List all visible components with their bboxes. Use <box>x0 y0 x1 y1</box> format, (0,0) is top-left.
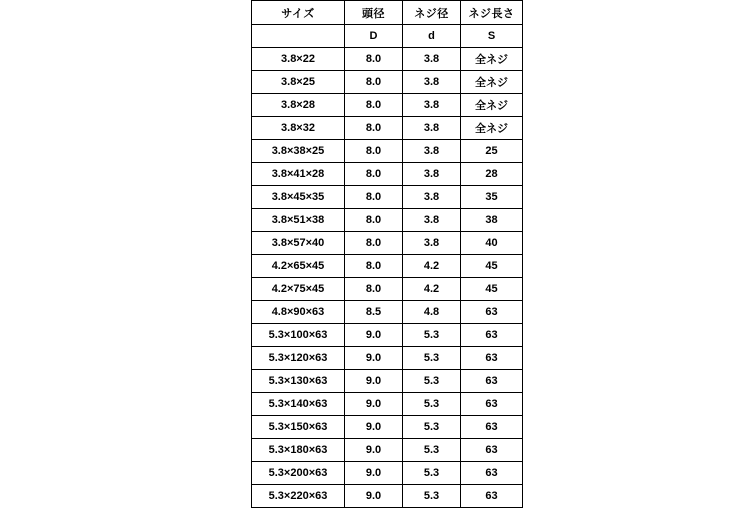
cell-size: 3.8×38×25 <box>252 140 345 163</box>
table-row <box>252 232 523 255</box>
cell-screw-diameter: 5.3 <box>403 416 461 439</box>
cell-head-diameter: 8.5 <box>345 301 403 324</box>
cell-head-diameter: 8.0 <box>345 48 403 71</box>
cell-head-diameter: 8.0 <box>345 140 403 163</box>
cell-screw-diameter: 5.3 <box>403 347 461 370</box>
cell-size: 5.3×100×63 <box>252 324 345 347</box>
cell-head-diameter: 9.0 <box>345 439 403 462</box>
cell-screw-length: 40 <box>461 232 523 255</box>
cell-screw-diameter: 3.8 <box>403 186 461 209</box>
cell-size: 3.8×51×38 <box>252 209 345 232</box>
table-row <box>252 255 523 278</box>
table-row <box>252 209 523 232</box>
cell-size: 5.3×130×63 <box>252 370 345 393</box>
cell-screw-length: 63 <box>461 324 523 347</box>
table-row <box>252 278 523 301</box>
table-row <box>252 163 523 186</box>
cell-screw-diameter: 4.8 <box>403 301 461 324</box>
cell-screw-length: 63 <box>461 462 523 485</box>
table-row <box>252 48 523 71</box>
cell-screw-diameter: 3.8 <box>403 163 461 186</box>
cell-size: 5.3×180×63 <box>252 439 345 462</box>
cell-screw-length: 63 <box>461 370 523 393</box>
cell-size: 5.3×220×63 <box>252 485 345 508</box>
cell-size: 3.8×25 <box>252 71 345 94</box>
cell-screw-diameter: 5.3 <box>403 370 461 393</box>
cell-head-diameter: 8.0 <box>345 117 403 140</box>
header-head-diameter: 頭径 <box>345 1 403 25</box>
spec-table-wrapper <box>251 0 523 508</box>
cell-screw-length: 全ネジ <box>461 117 523 140</box>
cell-screw-length: 63 <box>461 416 523 439</box>
cell-size: 3.8×41×28 <box>252 163 345 186</box>
cell-screw-diameter: 4.2 <box>403 278 461 301</box>
cell-screw-diameter: 3.8 <box>403 94 461 117</box>
cell-screw-diameter: 3.8 <box>403 209 461 232</box>
cell-screw-length: 63 <box>461 439 523 462</box>
cell-screw-length: 63 <box>461 301 523 324</box>
cell-screw-length: 全ネジ <box>461 94 523 117</box>
cell-head-diameter: 8.0 <box>345 232 403 255</box>
table-row <box>252 301 523 324</box>
cell-size: 3.8×45×35 <box>252 186 345 209</box>
cell-screw-diameter: 3.8 <box>403 71 461 94</box>
table-row <box>252 324 523 347</box>
cell-head-diameter: 8.0 <box>345 94 403 117</box>
cell-head-diameter: 9.0 <box>345 485 403 508</box>
cell-screw-diameter: 4.2 <box>403 255 461 278</box>
cell-screw-length: 63 <box>461 347 523 370</box>
cell-head-diameter: 9.0 <box>345 462 403 485</box>
cell-screw-diameter: 3.8 <box>403 140 461 163</box>
cell-screw-diameter: 5.3 <box>403 324 461 347</box>
symbol-screw-diameter: d <box>403 25 461 48</box>
cell-size: 4.8×90×63 <box>252 301 345 324</box>
table-row <box>252 140 523 163</box>
cell-screw-length: 全ネジ <box>461 48 523 71</box>
cell-size: 3.8×22 <box>252 48 345 71</box>
cell-head-diameter: 9.0 <box>345 347 403 370</box>
cell-screw-diameter: 5.3 <box>403 485 461 508</box>
cell-head-diameter: 9.0 <box>345 370 403 393</box>
table-row <box>252 94 523 117</box>
cell-size: 5.3×140×63 <box>252 393 345 416</box>
cell-size: 5.3×120×63 <box>252 347 345 370</box>
cell-size: 3.8×28 <box>252 94 345 117</box>
cell-head-diameter: 8.0 <box>345 255 403 278</box>
symbol-size <box>252 25 345 48</box>
cell-screw-length: 28 <box>461 163 523 186</box>
cell-head-diameter: 9.0 <box>345 393 403 416</box>
table-row <box>252 462 523 485</box>
cell-size: 4.2×65×45 <box>252 255 345 278</box>
cell-head-diameter: 8.0 <box>345 163 403 186</box>
cell-size: 4.2×75×45 <box>252 278 345 301</box>
table-row <box>252 370 523 393</box>
header-size: サイズ <box>252 1 345 25</box>
header-screw-length: ネジ長さ <box>461 1 523 25</box>
symbol-head-diameter: D <box>345 25 403 48</box>
cell-screw-length: 38 <box>461 209 523 232</box>
symbol-screw-length: S <box>461 25 523 48</box>
cell-screw-length: 45 <box>461 278 523 301</box>
table-row <box>252 485 523 508</box>
cell-screw-diameter: 3.8 <box>403 232 461 255</box>
cell-head-diameter: 8.0 <box>345 71 403 94</box>
table-row <box>252 71 523 94</box>
cell-head-diameter: 8.0 <box>345 278 403 301</box>
table-row <box>252 416 523 439</box>
cell-head-diameter: 8.0 <box>345 186 403 209</box>
cell-screw-length: 25 <box>461 140 523 163</box>
table-row <box>252 439 523 462</box>
cell-screw-diameter: 5.3 <box>403 462 461 485</box>
table-header-row <box>252 1 523 25</box>
header-screw-diameter: ネジ径 <box>403 1 461 25</box>
cell-size: 5.3×200×63 <box>252 462 345 485</box>
cell-screw-diameter: 5.3 <box>403 439 461 462</box>
cell-head-diameter: 9.0 <box>345 416 403 439</box>
table-row <box>252 117 523 140</box>
cell-size: 3.8×57×40 <box>252 232 345 255</box>
table-row <box>252 347 523 370</box>
cell-screw-length: 45 <box>461 255 523 278</box>
cell-screw-diameter: 3.8 <box>403 117 461 140</box>
screw-specification-table <box>251 0 523 508</box>
cell-size: 5.3×150×63 <box>252 416 345 439</box>
table-row <box>252 393 523 416</box>
cell-screw-length: 全ネジ <box>461 71 523 94</box>
table-row <box>252 186 523 209</box>
cell-size: 3.8×32 <box>252 117 345 140</box>
cell-screw-diameter: 5.3 <box>403 393 461 416</box>
cell-screw-length: 63 <box>461 485 523 508</box>
cell-screw-diameter: 3.8 <box>403 48 461 71</box>
cell-screw-length: 35 <box>461 186 523 209</box>
cell-head-diameter: 8.0 <box>345 209 403 232</box>
cell-head-diameter: 9.0 <box>345 324 403 347</box>
cell-screw-length: 63 <box>461 393 523 416</box>
table-symbol-row <box>252 25 523 48</box>
